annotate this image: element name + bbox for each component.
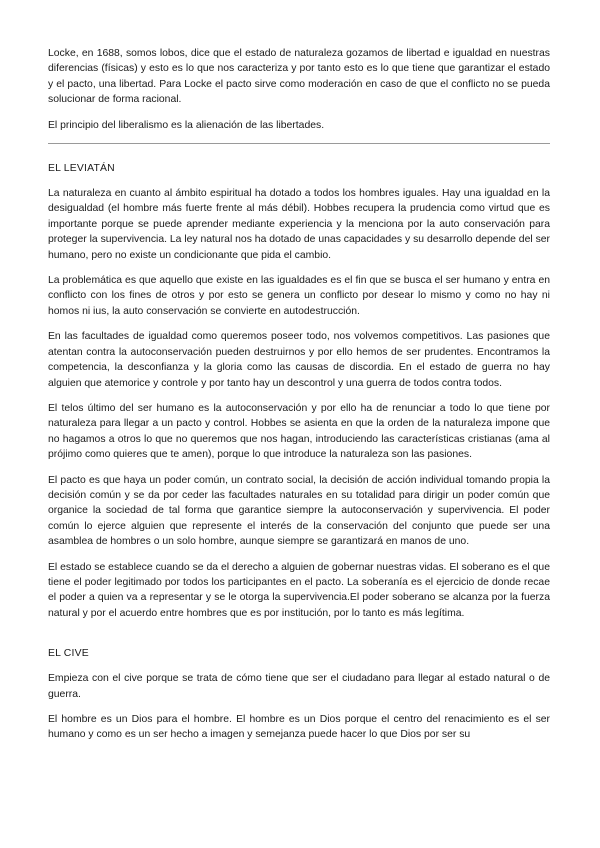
heading-cive: EL CIVE xyxy=(48,648,89,660)
leviatan-paragraph: La problemática es que aquello que existe en las igualdades es el fin que se busca el ser humano y entra en conflicto con los fines de otros y por esto se genera un conflicto por desear lo mismo y como no hay ni homos ni ius, la auto conservación se convierte en autodestrucción. xyxy=(48,275,550,317)
section-spacer xyxy=(48,631,550,647)
leviatan-paragraph: El telos último del ser humano es la autoconservación y por ello ha de renunciar a todo lo que tiene por naturaleza para llegar a un pacto y control. Hobbes se asienta en que la orden de la naturaleza impone que no hagamos a otros lo que no queremos que nos hagan, introduciendo las características cristianas (ama al prójimo como quieres que te amen), porque lo que introduce la naturaleza son las pasiones. xyxy=(48,402,550,461)
intro-paragraph-locke: Locke, en 1688, somos lobos, dice que el estado de naturaleza gozamos de libertad e igualdad en nuestras diferencias (físicas) y esto es lo que nos caracteriza y por tanto esto es lo que tiene que garantizar el estado y el pacto, una libertad. Para Locke el pacto sirve como moderación en caso de que el conflicto no se pueda solucionar de forma racional. xyxy=(48,48,550,106)
heading-leviatan: EL LEVIATÁN xyxy=(48,163,115,175)
leviatan-paragraph: El estado se establece cuando se da el derecho a alguien de gobernar nuestras vidas. El soberano es el que tiene el poder legitimado por todos los participantes en el pacto. La soberanía es el ejercicio de donde recae el poder a quien va a representar y se le otorga la supervivencia.El poder soberano se alcanza por la fuerza natural y por el acuerdo entre hombres que es por institución, por lo tanto es más legítima. xyxy=(48,561,550,619)
intro-paragraph-liberalismo: El principio del liberalismo es la alienación de las libertades. xyxy=(48,119,325,131)
leviatan-paragraph: La naturaleza en cuanto al ámbito espiritual ha dotado a todos los hombres iguales. Hay una igualdad en la desigualdad (el hombre más fuerte frente al más débil). Hobbes recupera la prudencia como virtud que es importante porque se puede aprender mediante experiencia y la menciona por la auto conservación para proteger la supervivencia. La ley natural nos ha dotado de unas capacidades y su desarrollo depende del ser humano, pero no existe un condicionante que pida el cambio. xyxy=(48,188,550,261)
cive-paragraph: Empieza con el cive porque se trata de cómo tiene que ser el ciudadano para llegar al estado natural o de guerra. xyxy=(48,673,550,700)
cive-paragraph: El hombre es un Dios para el hombre. El hombre es un Dios porque el centro del renacimiento es el ser humano y como es un ser hecho a imagen y semejanza puede hacer lo que Dios por ser su xyxy=(48,714,550,741)
section-divider xyxy=(48,143,550,144)
leviatan-paragraph: En las facultades de igualdad como queremos poseer todo, nos volvemos competitivos. Las pasiones que atentan contra la autoconservación pueden destruirnos y por ello hemos de ser prudentes. Encontramos la competencia, la desconfianza y la gloria como las causas de discordia. En el estado de guerra no hay alguien que atemorice y controle y por tanto hay un descontrol y una guerra de todos contra todos. xyxy=(48,331,550,389)
leviatan-paragraph: El pacto es que haya un poder común, un contrato social, la decisión de acción individual tomando propia la decisión común y se da por ceder las facultades naturales en su totalidad para dirigir un poder común que organice la sociedad de tal forma que garantice siempre la autoconservación y supervivencia. El poder común lo ejerce alguien que represente el interés de la conservación del conjunto que puede ser una asamblea de hombres o un solo hombre, aunque siempre se garantizará en manos de uno. xyxy=(48,474,550,548)
